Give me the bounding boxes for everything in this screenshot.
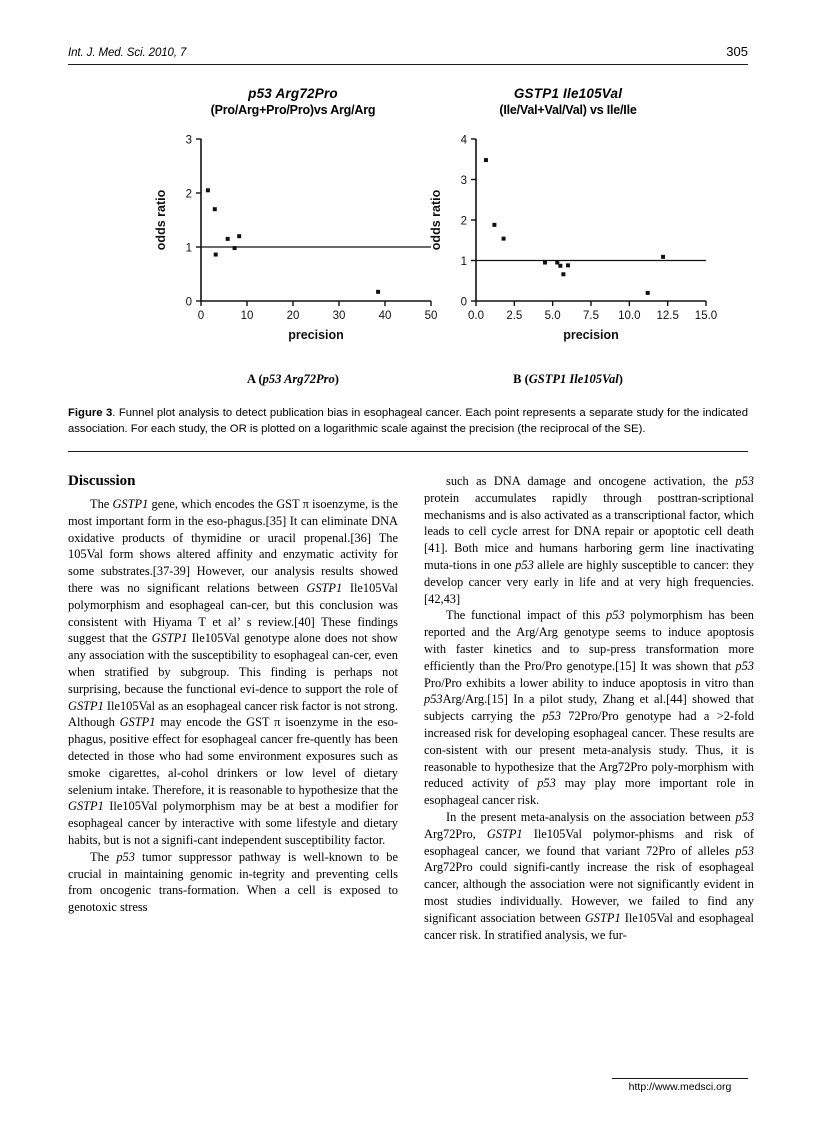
funnel-plot-panel-b (418, 86, 718, 386)
data-point (213, 207, 217, 211)
svg-text:2.5: 2.5 (506, 309, 523, 322)
figure-3 (68, 86, 748, 406)
funnel-plot-panel-a (143, 86, 443, 386)
figure-caption-text: . Funnel plot analysis to detect publication bias in esophageal cancer. Each point represents a separate study for the indicated association. For each study, the OR is plotted on a logarithmic scale against the precision (the reciprocal of the SE). (68, 407, 748, 436)
chart-b-title-line2: (Ile/Val+Val/Val) vs Ile/Ile (499, 102, 637, 117)
svg-text:15.0: 15.0 (694, 309, 718, 322)
figure-caption (68, 405, 748, 438)
body-column-right (424, 473, 754, 1063)
data-point (214, 252, 218, 256)
chart-a-title-line2: (Pro/Arg+Pro/Pro)vs Arg/Arg (210, 102, 376, 117)
chart-a-title-line1: p53 Arg72Pro (248, 86, 338, 101)
chart-b-plot-area (418, 125, 718, 350)
data-point (566, 263, 570, 267)
left-column-paragraph: The p53 tumor suppressor pathway is well-known to be crucial in maintaining genomic in-tegrity and preventing cells from oncogenic trans-formation. When a cell is exposed to genotoxic stress (68, 849, 398, 915)
panel-a-caption-suffix: ) (334, 372, 339, 386)
section-heading: Discussion (68, 473, 136, 489)
data-point (646, 290, 650, 294)
chart-b-title (418, 86, 718, 119)
data-point (661, 254, 665, 258)
svg-text:3: 3 (460, 174, 467, 187)
y-axis-title: odds ratio (154, 189, 168, 250)
data-point (561, 272, 565, 276)
data-point (376, 289, 380, 293)
svg-text:50: 50 (424, 309, 438, 322)
footer-url: http://www.medsci.org (628, 1081, 732, 1093)
svg-text:2: 2 (460, 215, 467, 227)
svg-text:2: 2 (185, 188, 192, 200)
svg-text:4: 4 (460, 134, 467, 146)
data-point (484, 158, 488, 162)
data-point (233, 246, 237, 250)
chart-b-title-line1: GSTP1 Ile105Val (513, 86, 623, 101)
svg-text:5.0: 5.0 (544, 309, 561, 322)
panel-a-caption-prefix: A ( (247, 372, 263, 386)
svg-text:30: 30 (332, 309, 346, 322)
panel-b-caption-italic: GSTP1 Ile105Val (528, 372, 619, 386)
chart-a-plot-area (143, 125, 443, 350)
body-columns (68, 473, 754, 1063)
svg-text:1: 1 (185, 242, 192, 254)
chart-a-title (143, 86, 443, 119)
data-point (543, 260, 547, 264)
body-column-left (68, 473, 398, 1063)
svg-text:10.0: 10.0 (618, 309, 641, 322)
data-point (226, 236, 230, 240)
svg-text:1: 1 (460, 255, 467, 268)
right-column-paragraph: In the present meta-analysis on the association between p53 Arg72Pro, GSTP1 Ile105Val polymor-phisms and risk of esophageal cancer, we found that variant 72Pro of alleles p53 Arg72Pro could signifi-cantly increase the risk of esophageal cancer, although the association were not significantly evident in most studies individually. However, we failed to find any significant association between GSTP1 Ile105Val and esophageal cancer risk. In stratified analysis, we fur- (424, 809, 754, 942)
svg-text:0: 0 (460, 296, 467, 308)
panel-a-caption-italic: p53 Arg72Pro (262, 372, 335, 386)
svg-text:0.0: 0.0 (468, 309, 484, 322)
footer-rule (612, 1078, 748, 1079)
svg-text:20: 20 (286, 309, 300, 322)
svg-text:10: 10 (240, 309, 254, 322)
page-number: 305 (726, 44, 748, 59)
svg-text:0: 0 (197, 309, 205, 322)
right-column-paragraph: The functional impact of this p53 polymorphism has been reported and the Arg/Arg genotype seems to induce apoptosis with faster kinetics and to sup-press transformation more efficiently than the Pro/Pro genotype.[15] It was shown that p53 Pro/Pro exhibits a lower ability to induce apoptosis in vitro than p53Arg/Arg.[15] In a pilot study, Zhang et al.[44] showed that subjects carrying the p53 72Pro/Pro genotype had a >2-fold increased risk for developing esophageal cancer. These results are con-sistent with our present meta-analysis study. Thus, it is reasonable to hypothesize that the Arg72Pro poly-morphism with reduced activity of p53 may play more important role in esophageal cancer risk. (424, 608, 754, 808)
data-point (492, 222, 496, 226)
right-column-paragraph: such as DNA damage and oncogene activation, the p53 protein accumulates rapidly through posttran-scriptional mechanisms and is also activated as a transcriptional factor, which leads to cell cycle arrest for DNA repair or apoptotic cell death [41]. Both mice and humans harboring germ line inactivating muta-tions in one p53 allele are highly susceptible to cancer: they develop cancer very early in life and at very high frequencies. [42,43] (424, 474, 754, 606)
running-head-journal: Int. J. Med. Sci. 2010, 7 (68, 47, 187, 59)
data-point (237, 234, 241, 238)
panel-b-caption-suffix: ) (618, 372, 623, 386)
chart-b-svg (418, 125, 718, 350)
data-point (206, 188, 210, 192)
figure-caption-label: Figure 3 (68, 407, 113, 419)
svg-text:0: 0 (185, 296, 192, 308)
chart-a-svg (143, 125, 443, 350)
svg-text:3: 3 (185, 134, 192, 146)
panel-b-caption (418, 372, 718, 387)
data-point (558, 263, 562, 267)
panel-a-caption (143, 372, 443, 387)
svg-text:40: 40 (378, 309, 392, 322)
caption-rule (68, 451, 748, 452)
left-column-paragraph: The GSTP1 gene, which encodes the GST π isoenzyme, is the most important form in the eso-phagus.[35] It can eliminate DNA oxidative products of thymidine or uracil propenal.[36] The 105Val form shows altered affinity and enzymatic activity for some substrates.[37-39] However, our analysis results showed there was no significant relations between GSTP1 Ile105Val polymorphism and esophageal can-cer, but this conclusion was consistent with Hiyama T et al’ s review.[40] These findings suggest that the GSTP1 Ile105Val genotype alone does not show any association with the susceptibility to esophageal can-cer, even when stratified by subgroup. This finding is perhaps not surprising, because the functional evi-dence to support the role of GSTP1 Ile105Val as an esophageal cancer risk factor is not strong. Although GSTP1 may encode the GST π isoenzyme in the eso-phagus, positive effect for esophageal cancer fre-quently has been detected in those who had some environment exposures such as smoke cigarettes, al-cohol drinkers or low level of dietary selenium intake. Therefore, it is reasonable to hypothesize that the GSTP1 Ile105Val polymorphism may be at best a modifier for esophageal cancer by interactive with some lifestyle and dietary habits, but is not a signifi-cant independent susceptibility factor. (68, 497, 398, 847)
svg-text:12.5: 12.5 (656, 309, 679, 322)
header-rule (68, 64, 748, 65)
x-axis-title: precision (563, 327, 619, 342)
y-axis-title: odds ratio (429, 189, 443, 250)
svg-text:7.5: 7.5 (583, 309, 599, 322)
running-head (68, 44, 748, 59)
data-point (502, 236, 506, 240)
x-axis-title: precision (288, 327, 344, 342)
panel-b-caption-prefix: B ( (513, 372, 529, 386)
